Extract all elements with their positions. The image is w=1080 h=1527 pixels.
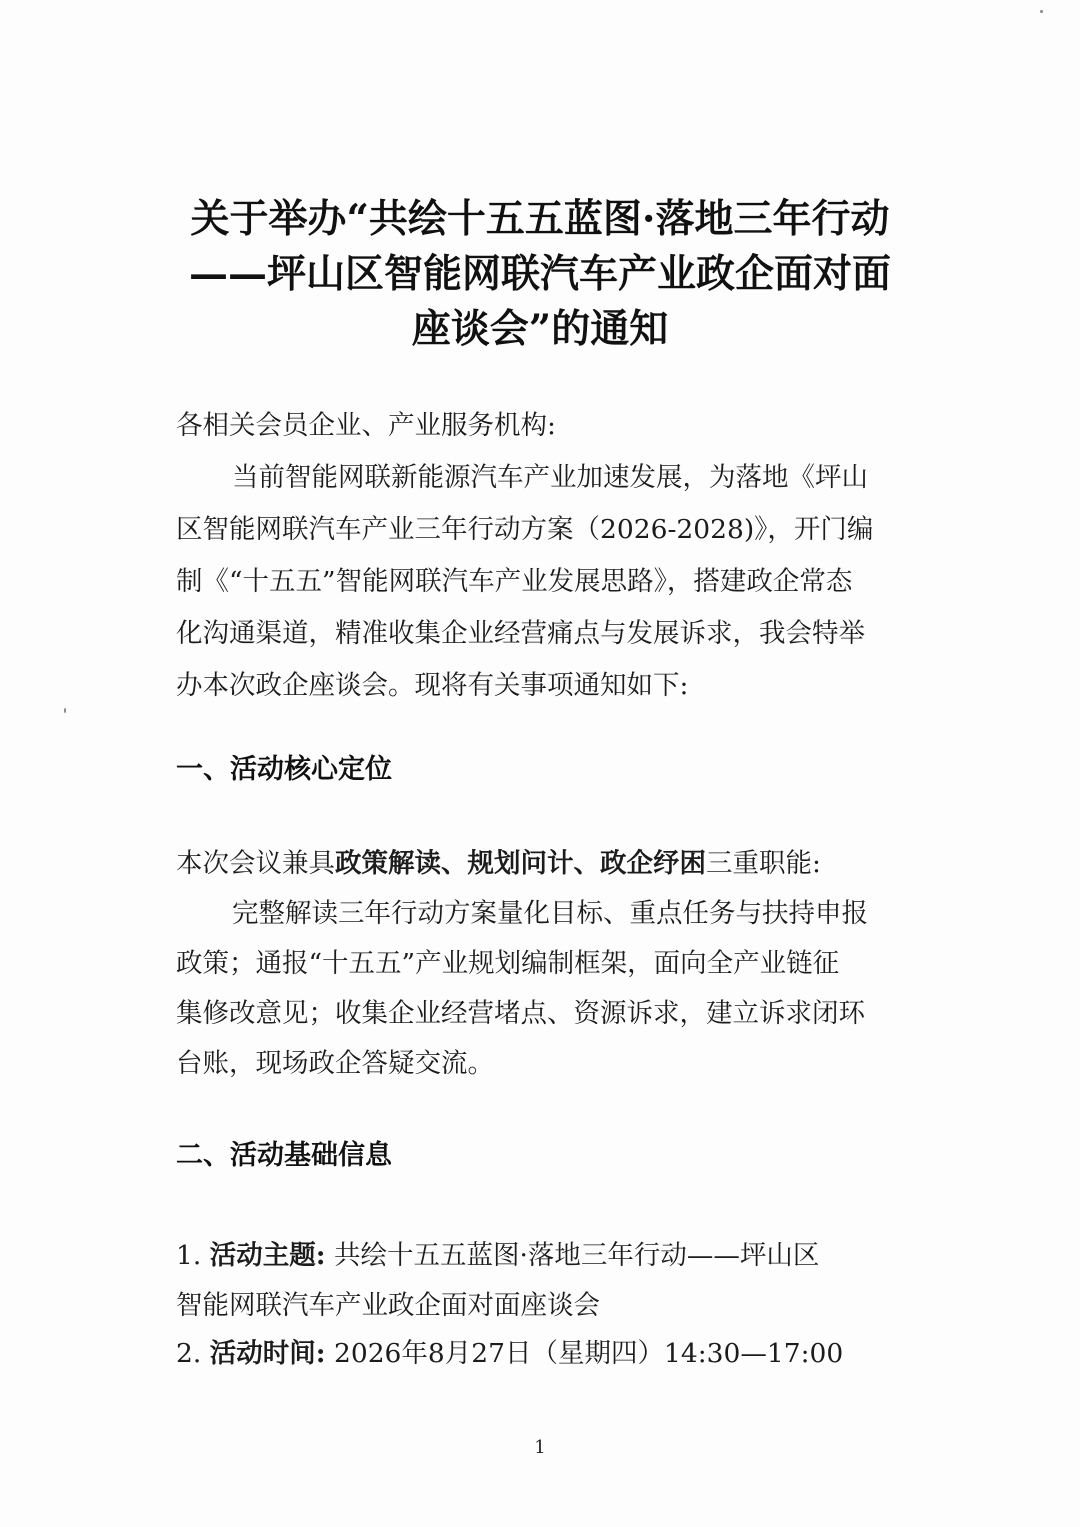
section-1-body-line-2: 政策；通报“十五五”产业规划编制框架，面向全产业链征 [176, 948, 840, 979]
title-line-2: ——坪山区智能网联汽车产业政企面对面 [188, 251, 891, 297]
document-title [150, 192, 930, 357]
title-line-1: 关于举办“共绘十五五蓝图·落地三年行动 [190, 196, 890, 242]
info-item-theme-number: 1. [176, 1240, 202, 1271]
section-1-lead-suffix: 三重职能: [706, 848, 821, 879]
info-item-theme-continued: 智能网联汽车产业政企面对面座谈会 [176, 1290, 600, 1321]
info-item-theme [176, 1238, 916, 1274]
info-item-time-number: 2. [176, 1338, 202, 1369]
info-item-time [176, 1336, 916, 1372]
section-1-lead-prefix: 本次会议兼具 [176, 848, 335, 879]
salutation: 各相关会员企业、产业服务机构: [176, 410, 556, 441]
intro-line-3: 制《“十五五”智能网联汽车产业发展思路》，搭建政企常态 [176, 566, 853, 597]
section-2-heading: 二、活动基础信息 [176, 1140, 392, 1171]
info-item-theme-value: 共绘十五五蓝图·落地三年行动——坪山区 [333, 1240, 820, 1271]
intro-line-4: 化沟通渠道，精准收集企业经营痛点与发展诉求，我会特举 [176, 618, 865, 649]
page-number: 1 [534, 1437, 546, 1458]
section-1-lead [176, 846, 916, 882]
scan-speck [1040, 10, 1043, 13]
scan-speck [64, 708, 66, 713]
section-1-heading: 一、活动核心定位 [176, 754, 392, 785]
intro-line-2: 区智能网联汽车产业三年行动方案（2026-2028)》，开门编 [176, 514, 874, 545]
section-1-lead-bold: 政策解读、规划问计、政企纾困 [335, 848, 706, 879]
section-1-body-line-1: 完整解读三年行动方案量化目标、重点任务与扶持申报 [232, 898, 868, 929]
intro-line-5: 办本次政企座谈会。现将有关事项通知如下: [176, 670, 689, 701]
title-line-3: 座谈会”的通知 [411, 306, 669, 352]
intro-line-1: 当前智能网联新能源汽车产业加速发展，为落地《坪山 [232, 462, 868, 493]
info-item-time-label: 活动时间: [209, 1338, 326, 1369]
info-item-time-value: 2026年8月27日（星期四）14:30—17:00 [333, 1338, 844, 1369]
section-1-body-line-3: 集修改意见；收集企业经营堵点、资源诉求，建立诉求闭环 [176, 998, 865, 1029]
info-item-theme-label: 活动主题: [209, 1240, 326, 1271]
section-1-body-line-4: 台账，现场政企答疑交流。 [176, 1048, 494, 1079]
